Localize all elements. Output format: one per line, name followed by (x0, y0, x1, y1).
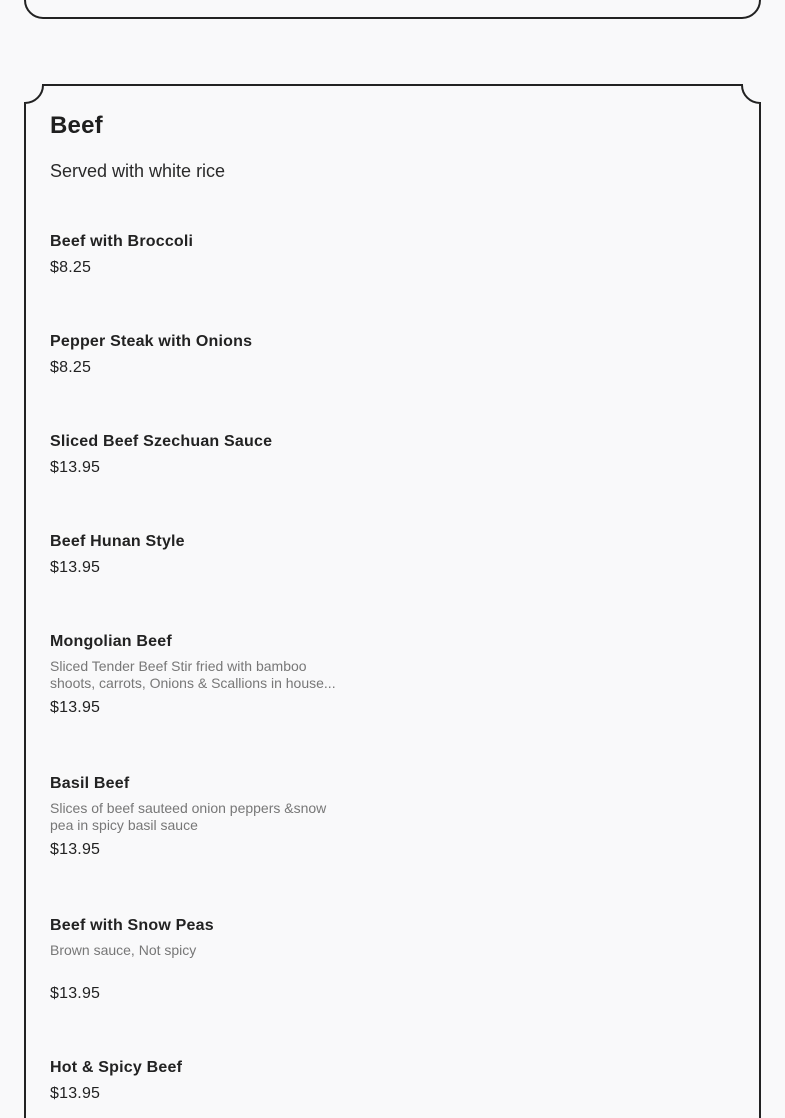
menu-item[interactable] (50, 432, 350, 478)
section-card-beef (24, 84, 761, 1118)
item-price: $13.95 (50, 459, 101, 476)
item-name: Beef with Snow Peas (50, 917, 214, 934)
menu-item[interactable] (50, 774, 350, 860)
item-name: Sliced Beef Szechuan Sauce (50, 433, 273, 450)
item-description: Brown sauce, Not spicy (50, 942, 197, 958)
item-price: $8.25 (50, 259, 92, 276)
item-price: $13.95 (50, 699, 101, 716)
item-name: Mongolian Beef (50, 633, 172, 650)
item-price: $13.95 (50, 985, 101, 1002)
item-name: Pepper Steak with Onions (50, 333, 253, 350)
item-name: Beef Hunan Style (50, 533, 185, 550)
item-price: $13.95 (50, 559, 101, 576)
item-name: Hot & Spicy Beef (50, 1059, 183, 1076)
menu-item[interactable] (50, 232, 350, 278)
menu-item[interactable] (50, 1058, 350, 1104)
item-description: Sliced Tender Beef Stir fried with bamboo shoots, carrots, Onions & Scallions in house... (50, 658, 336, 691)
item-price: $13.95 (50, 841, 101, 858)
item-name: Basil Beef (50, 775, 130, 792)
section-description: Served with white rice (50, 161, 226, 181)
item-price: $8.25 (50, 359, 92, 376)
previous-section-card-edge (24, 0, 761, 20)
item-name: Beef with Broccoli (50, 233, 194, 250)
menu-item[interactable] (50, 532, 350, 578)
menu-item[interactable] (50, 632, 350, 718)
section-title: Beef (50, 112, 103, 139)
item-price: $13.95 (50, 1085, 101, 1102)
menu-item[interactable] (50, 332, 350, 378)
menu-item[interactable] (50, 916, 350, 1004)
item-description: Slices of beef sauteed onion peppers &snow pea in spicy basil sauce (50, 800, 327, 833)
